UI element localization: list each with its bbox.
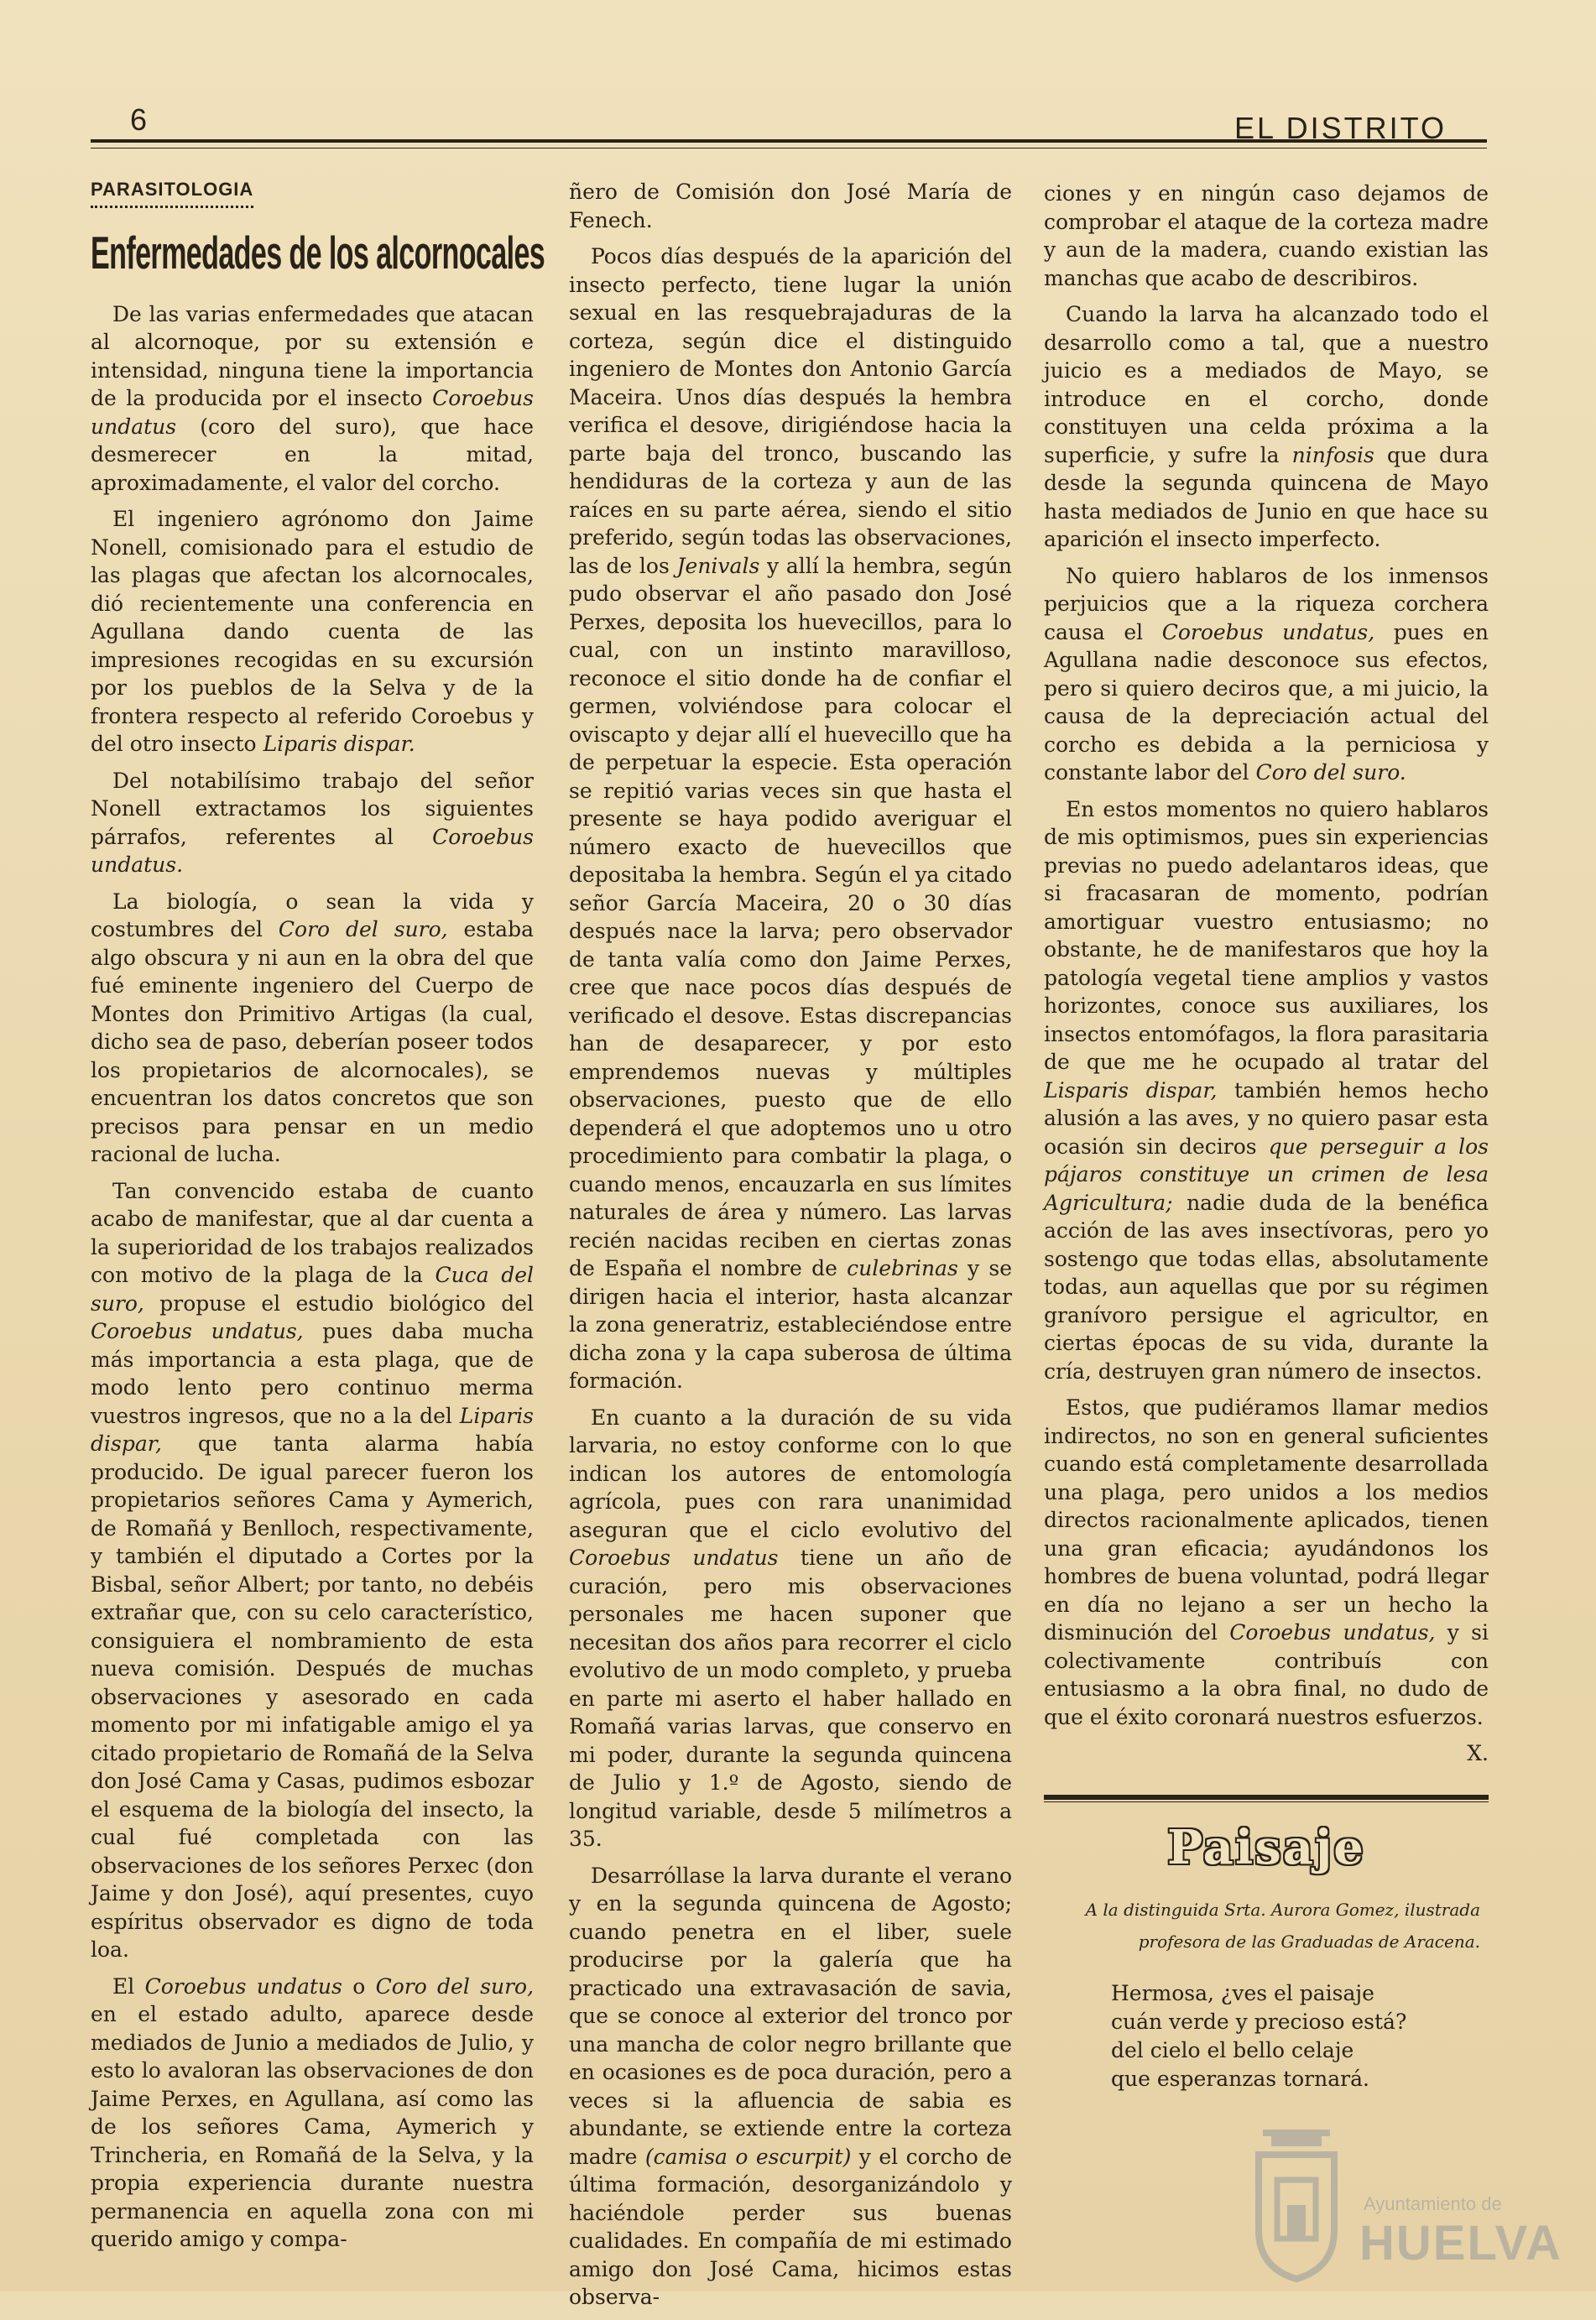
paragraph: Pocos días después de la aparición del insecto perfecto, tiene lugar la unión sexual en las resquebrajaduras de la corteza, según dice el distinguido ingeniero de Montes don Antonio García Maceira. Unos días después la hembra verifica el desove, dirigiéndose hacia la parte baja del tronco, buscando las hendiduras de la corteza y aun de las raíces en su parte aérea, siendo el sitio preferido, según todas las observaciones, las de los Jenivals y allí la hembra, según pudo observar el año pasado don José Perxes, deposita los huevecillos, para lo cual, con un instinto maravilloso, reconoce el sitio donde ha de confiar el germen, volviéndose para colocar el oviscapto y dejar allí el huevecillo que ha de perpetuar la especie. Esta operación se repitió varias veces sin que hasta el presente se haya podido averiguar el número exacto de huevecillos que depositaba la hembra. Según el ya citado señor García Maceira, 20 o 30 días después nace la larva; pero observador de tanta valía como don Jaime Perxes, cree que nace pocos días después de verificado el desove. Estas discrepancias han de desaparecer, y por esto emprendemos nuevas y múltiples observaciones, puesto que de ello dependerá el que adoptemos uno u otro procedimiento para combatir la plaga, o cuando menos, encauzarla en sus límites naturales de área y número. Las larvas recién nacidas reciben en ciertas zonas de España el nombre de culebrinas y se dirigen hacia el interior, hasta alcanzar la zona generatriz, estableciéndose entre dicha zona y la capa suberosa de última formación. bbox=[569, 244, 1013, 1393]
page-number: 6 bbox=[130, 102, 148, 137]
paragraph: No quiero hablaros de los inmensos perjuicios que a la riqueza corchera causa el Coroebus undatus, pues en Agullana nadie desconoce sus efectos, pero si quiero deciros que, a mi juicio, la causa de la depreciación actual del corcho es debida a la perniciosa y constante labor del Coro del suro. bbox=[1044, 563, 1489, 785]
paragraph: El ingeniero agrónomo don Jaime Nonell, comisionado para el estudio de las plagas que afectan los alcornocales, dió recientemente una conferencia en Agullana dando cuenta de las impresiones recogidas en su excursión por los pueblos de la Selva y de la frontera respecto al referido Coroebus y del otro insecto Liparis dispar. bbox=[91, 507, 534, 756]
paragraph: El Coroebus undatus o Coro del suro, en el estado adulto, aparece desde mediados de Junio a mediados de Julio, y esto lo avaloran las observaciones de don Jaime Perxes, en Agullana, así como las de los señores Cama, Aymerich y Trincheria, en Romañá de la Selva, y la propia experiencia durante nuestra permanencia en aquella zona con mi querido amigo y compa- bbox=[91, 1973, 535, 2251]
paragraph: Estos, que pudiéramos llamar medios indirectos, no son en general suficientes cuando está completamente desarrollada una plaga, pero unidos a los medios directos racionalmente aplicados, tienen una gran eficacia; ayudándonos los hombres de buena voluntad, podrá llegar en día no lejano a ser un hecho la disminución del Coroebus undatus, y si colectivamente contribuís con entusiasmo a la obra final, no dudo de que el éxito coronará nuestros esfuerzos. bbox=[1044, 1395, 1489, 1729]
paragraph: En estos momentos no quiero hablaros de mis optimismos, pues sin experiencias previas no puedo adelantaros ideas, que si fracasaran de momento, podrían amortiguar vuestro entusiasmo; no obstante, he de manifestaros que hoy la patología vegetal tiene amplios y vastos horizontes, conoce sus auxiliares, los insectos entomófagos, la flora parasitaria de que me he ocupado al tratar del Lisparis dispar, también hemos hecho alusión a las aves, y no quiero pasar esta ocasión sin deciros que perseguir a los pájaros constituye un crimen de lesa Agricultura; nadie duda de la benéfica acción de las aves insectívoras, pero yo sostengo que todas ellas, absolutamente todas, aun aquellas que por su régimen granívoro persigue el agricultor, en ciertas épocas de su vida, durante la cría, destruyen gran número de insectos. bbox=[1044, 796, 1489, 1384]
paragraph: Desarróllase la larva durante el verano y en la segunda quincena de Agosto; cuando penetra en el liber, suele producirse por la galería que ha practicado una extravasación de savia, que se conoce al exterior del tronco por una mancha de color negro brillante que en ocasiones es de poca duración, pero a veces si la afluencia de sabia es abundante, se extiende entre la corteza madre (camisa o escurpit) y el corcho de última formación, desorganizándolo y haciéndole perder sus buenas cualidades. En compañía de mi estimado amigo don José Cama, hicimos estas observa- bbox=[569, 1863, 1012, 2309]
paragraph: En cuanto a la duración de su vida larvaria, no estoy conforme con lo que indican los autores de entomología agrícola, pues con rara unanimidad aseguran que el ciclo evolutivo del Coroebus undatus tiene un año de curación, pero mis observaciones personales me hacen suponer que necesitan dos años para recorrer el ciclo evolutivo de un modo completo, y prueba en parte mi aserto el haber hallado en Romañá varias larvas, que conservo en mi poder, durante la segunda quincena de Julio y 1.º de Agosto, siendo de longitud variable, desde 5 milímetros a 35. bbox=[569, 1405, 1012, 1851]
paragraph: Cuando la larva ha alcanzado todo el desarrollo como a tal, que a nuestro juicio es a mediados de Mayo, se introduce en el corcho, donde constituyen una celda próxima a la superficie, y sufre la ninfosis que dura desde la segunda quincena de Mayo hasta mediados de Junio en que hace su aparición el insecto imperfecto. bbox=[1044, 302, 1489, 551]
poem-line: Hermosa, ¿ves el paisaje bbox=[1111, 1981, 1374, 2005]
archive-watermark bbox=[1250, 2121, 1562, 2281]
column-2 bbox=[569, 178, 1012, 2320]
column-1 bbox=[91, 175, 545, 2262]
article-signature: X. bbox=[1467, 1741, 1489, 1765]
poem-line: del cielo el bello celaje bbox=[1111, 2038, 1354, 2062]
poem-title: Paisaje bbox=[1167, 1819, 1365, 1875]
watermark-line1: Ayuntamiento de bbox=[1364, 2193, 1502, 2214]
header-rule-thin bbox=[91, 148, 1487, 149]
city-crest-icon bbox=[1250, 2121, 1343, 2281]
paragraph: Tan convencido estaba de cuanto acabo de manifestar, que al dar cuenta a la superioridad de los trabajos realizados con motivo de la plaga de la Cuca del suro, propuse el estudio biológico del Coroebus undatus, pues daba mucha más importancia a esta plaga, que de modo lento pero continuo merma vuestros ingresos, que no a la del Liparis dispar, que tanta alarma había producido. De igual parecer fueron los propietarios señores Cama y Aymerich, de Romañá y Benlloch, respectivamente, y también el diputado a Cortes por la Bisbal, señor Albert; por tanto, no debéis extrañar que, con su celo característico, consiguiera el nombramiento de esta nueva comisión. Después de muchas observaciones y asesorado en cada momento por mi infatigable amigo el ya citado propietario de Romañá de la Selva don José Cama y Casas, pudimos esbozar el esquema de la biología del insecto, la cual fué completada con las observaciones de los señores Perxec (don Jaime y don José), aquí presentes, cuyo espíritus observador es digno de toda loa. bbox=[91, 1178, 535, 1962]
poem-divider-thin bbox=[1044, 1801, 1489, 1802]
paragraph: La biología, o sean la vida y costumbres del Coro del suro, estaba algo obscura y ni aun en la obra del que fué eminente ingeniero del Cuerpo de Montes don Primitivo Artigas (la cual, dicho sea de paso, deberían poseer todos los propietarios de alcornocales), se encuentran los datos concretos que son precisos para pensar en un medio racional de lucha. bbox=[91, 889, 534, 1166]
poem-divider bbox=[1044, 1795, 1489, 1800]
poem-line: que esperanzas tornará. bbox=[1111, 2067, 1369, 2091]
poem-dedication: A la distinguida Srta. Aurora Gomez, ilustrada profesora de las Graduadas de Aracena. bbox=[1085, 1900, 1480, 1952]
header-rule bbox=[91, 139, 1487, 143]
poem-line: cuán verde y precioso está? bbox=[1111, 2010, 1407, 2034]
paragraph: ñero de Comisión don José María de Fenech. bbox=[569, 180, 1012, 232]
newspaper-title: EL DISTRITO bbox=[1234, 111, 1447, 145]
paragraph: Del notabilísimo trabajo del señor Nonell extractamos los siguientes párrafos, referentes al Coroebus undatus. bbox=[91, 768, 534, 877]
watermark-line2: HUELVA bbox=[1359, 2216, 1562, 2270]
column-3 bbox=[1044, 180, 1489, 2093]
section-label: PARASITOLOGIA bbox=[91, 175, 253, 208]
paragraph: De las varias enfermedades que atacan al alcornoque, por su extensión e intensidad, ninguna tiene la importancia de la producida por el insecto Coroebus undatus (coro del suro), que hace desmerecer en la mitad, aproximadamente, el valor del corcho. bbox=[91, 301, 534, 495]
article-title: Enfermedades de los alcornocales bbox=[91, 226, 545, 279]
paragraph: ciones y en ningún caso dejamos de comprobar el ataque de la corteza madre y aun de la madera, cuando existian las manchas que acabo de describiros. bbox=[1044, 181, 1489, 290]
